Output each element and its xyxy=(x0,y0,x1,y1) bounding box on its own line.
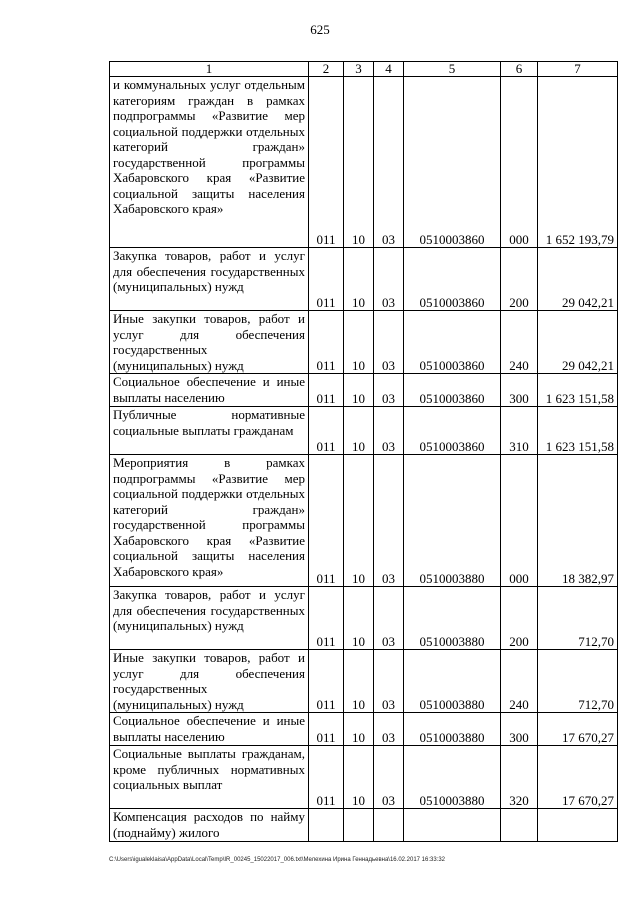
expense-type-code: 310 xyxy=(501,407,538,455)
subsection-code: 03 xyxy=(374,650,404,713)
target-article-code: 0510003880 xyxy=(404,746,501,809)
expense-type-code: 200 xyxy=(501,587,538,650)
table-row xyxy=(110,587,618,650)
row-description: Компенсация расходов по найму (поднайму) жилого xyxy=(110,809,309,842)
section-code: 10 xyxy=(344,746,374,809)
row-description: Социальные выплаты гражданам, кроме публичных нормативных социальных выплат xyxy=(110,746,309,809)
target-article-code: 0510003880 xyxy=(404,650,501,713)
row-description: Иные закупки товаров, работ и услуг для обеспечения государственных (муниципальных) нужд xyxy=(110,650,309,713)
amount: 29 042,21 xyxy=(538,311,618,374)
amount: 1 623 151,58 xyxy=(538,407,618,455)
expense-type-code: 320 xyxy=(501,746,538,809)
section-code: 10 xyxy=(344,407,374,455)
expense-type-code: 200 xyxy=(501,248,538,311)
table-row xyxy=(110,650,618,713)
column-header: 6 xyxy=(501,62,538,77)
column-header: 4 xyxy=(374,62,404,77)
target-article-code: 0510003860 xyxy=(404,311,501,374)
subsection-code: 03 xyxy=(374,407,404,455)
row-description: Мероприятия в рамках подпрограммы «Развитие мер социальной поддержки отдельных категорий граждан» государственной программы Хабаровского края «Развитие социальной защиты населения Хабаровского края» xyxy=(110,455,309,587)
target-article-code: 0510003860 xyxy=(404,374,501,407)
column-header: 1 xyxy=(110,62,309,77)
subsection-code: 03 xyxy=(374,374,404,407)
section-code xyxy=(344,809,374,842)
amount: 712,70 xyxy=(538,650,618,713)
target-article-code: 0510003860 xyxy=(404,407,501,455)
subsection-code: 03 xyxy=(374,746,404,809)
row-description: Социальное обеспечение и иные выплаты населению xyxy=(110,374,309,407)
expense-type-code: 240 xyxy=(501,650,538,713)
row-description: Социальное обеспечение и иные выплаты населению xyxy=(110,713,309,746)
subsection-code xyxy=(374,809,404,842)
column-header: 2 xyxy=(309,62,344,77)
budget-table xyxy=(109,61,618,842)
amount: 29 042,21 xyxy=(538,248,618,311)
ministry-code: 011 xyxy=(309,407,344,455)
row-description: и коммунальных услуг отдельным категориям граждан в рамках подпрограммы «Развитие мер социальной поддержки отдельных категорий граждан» государственной программы Хабаровского края «Развитие социальной защиты населения Хабаровского края» xyxy=(110,77,309,248)
table-row xyxy=(110,746,618,809)
table-row xyxy=(110,455,618,587)
table-row xyxy=(110,311,618,374)
target-article-code: 0510003880 xyxy=(404,713,501,746)
ministry-code: 011 xyxy=(309,587,344,650)
section-code: 10 xyxy=(344,587,374,650)
target-article-code: 0510003860 xyxy=(404,77,501,248)
row-description: Иные закупки товаров, работ и услуг для обеспечения государственных (муниципальных) нужд xyxy=(110,311,309,374)
amount xyxy=(538,809,618,842)
ministry-code: 011 xyxy=(309,650,344,713)
ministry-code: 011 xyxy=(309,248,344,311)
ministry-code: 011 xyxy=(309,77,344,248)
table-row xyxy=(110,407,618,455)
subsection-code: 03 xyxy=(374,587,404,650)
expense-type-code: 300 xyxy=(501,374,538,407)
column-header: 7 xyxy=(538,62,618,77)
expense-type-code: 240 xyxy=(501,311,538,374)
section-code: 10 xyxy=(344,374,374,407)
page-number: 625 xyxy=(310,22,330,37)
table-row xyxy=(110,374,618,407)
amount: 17 670,27 xyxy=(538,713,618,746)
table-row xyxy=(110,248,618,311)
ministry-code: 011 xyxy=(309,374,344,407)
ministry-code xyxy=(309,809,344,842)
ministry-code: 011 xyxy=(309,746,344,809)
table-row xyxy=(110,77,618,248)
expense-type-code xyxy=(501,809,538,842)
subsection-code: 03 xyxy=(374,311,404,374)
ministry-code: 011 xyxy=(309,713,344,746)
target-article-code: 0510003880 xyxy=(404,455,501,587)
target-article-code: 0510003880 xyxy=(404,587,501,650)
table-row xyxy=(110,713,618,746)
amount: 712,70 xyxy=(538,587,618,650)
row-description: Закупка товаров, работ и услуг для обеспечения государственных (муниципальных) нужд xyxy=(110,248,309,311)
expense-type-code: 300 xyxy=(501,713,538,746)
subsection-code: 03 xyxy=(374,713,404,746)
subsection-code: 03 xyxy=(374,77,404,248)
amount: 17 670,27 xyxy=(538,746,618,809)
amount: 18 382,97 xyxy=(538,455,618,587)
column-number-row xyxy=(110,62,618,77)
subsection-code: 03 xyxy=(374,248,404,311)
row-description: Публичные нормативные социальные выплаты гражданам xyxy=(110,407,309,455)
ministry-code: 011 xyxy=(309,311,344,374)
expense-type-code: 000 xyxy=(501,77,538,248)
document-footer-path: C:\Users\igualeklaisa\AppData\Local\Temp\IR_00245_15022017_006.txt\Мелехина Ирина Геннадьевна\16.02.2017 16:33:32 xyxy=(109,857,446,863)
table-row xyxy=(110,809,618,842)
section-code: 10 xyxy=(344,713,374,746)
section-code: 10 xyxy=(344,455,374,587)
amount: 1 623 151,58 xyxy=(538,374,618,407)
expense-type-code: 000 xyxy=(501,455,538,587)
target-article-code: 0510003860 xyxy=(404,248,501,311)
row-description: Закупка товаров, работ и услуг для обеспечения государственных (муниципальных) нужд xyxy=(110,587,309,650)
column-header: 3 xyxy=(344,62,374,77)
section-code: 10 xyxy=(344,248,374,311)
column-header: 5 xyxy=(404,62,501,77)
section-code: 10 xyxy=(344,77,374,248)
ministry-code: 011 xyxy=(309,455,344,587)
target-article-code xyxy=(404,809,501,842)
section-code: 10 xyxy=(344,650,374,713)
subsection-code: 03 xyxy=(374,455,404,587)
section-code: 10 xyxy=(344,311,374,374)
amount: 1 652 193,79 xyxy=(538,77,618,248)
